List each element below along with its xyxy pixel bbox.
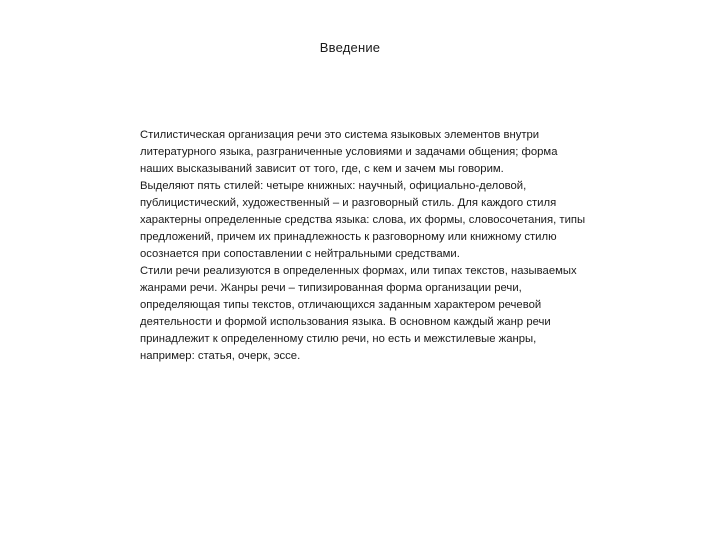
paragraph-five-styles: Выделяют пять стилей: четыре книжных: научный, официально-деловой, публицистический, художественный – и разговорный стиль. Для каждого стиля характерны определенные средства языка: слова, их формы, словосочетания, типы предложений, причем их принадлежность к разговорному или книжному стилю осознается при сопоставлении с нейтральными средствами. <box>140 180 586 260</box>
paragraph-speech-genres: Стили речи реализуются в определенных формах, или типах текстов, называемых жанрами речи. Жанры речи – типизированная форма организации речи, определяющая типы текстов, отличающихся заданным характером речевой деятельности и формой использования языка. В основном каждый жанр речи принадлежит к определенному стилю речи, но есть и межстилевые жанры, например: статья, очерк, эссе. <box>140 265 577 362</box>
paragraph-style-organization: Стилистическая организация речи это система языковых элементов внутри литературного языка, разграниченные условиями и задачами общения; форма наших высказываний зависит от того, где, с кем и зачем мы говорим. <box>140 129 558 175</box>
slide-body-text <box>140 127 586 365</box>
slide-title: Введение <box>319 40 381 55</box>
